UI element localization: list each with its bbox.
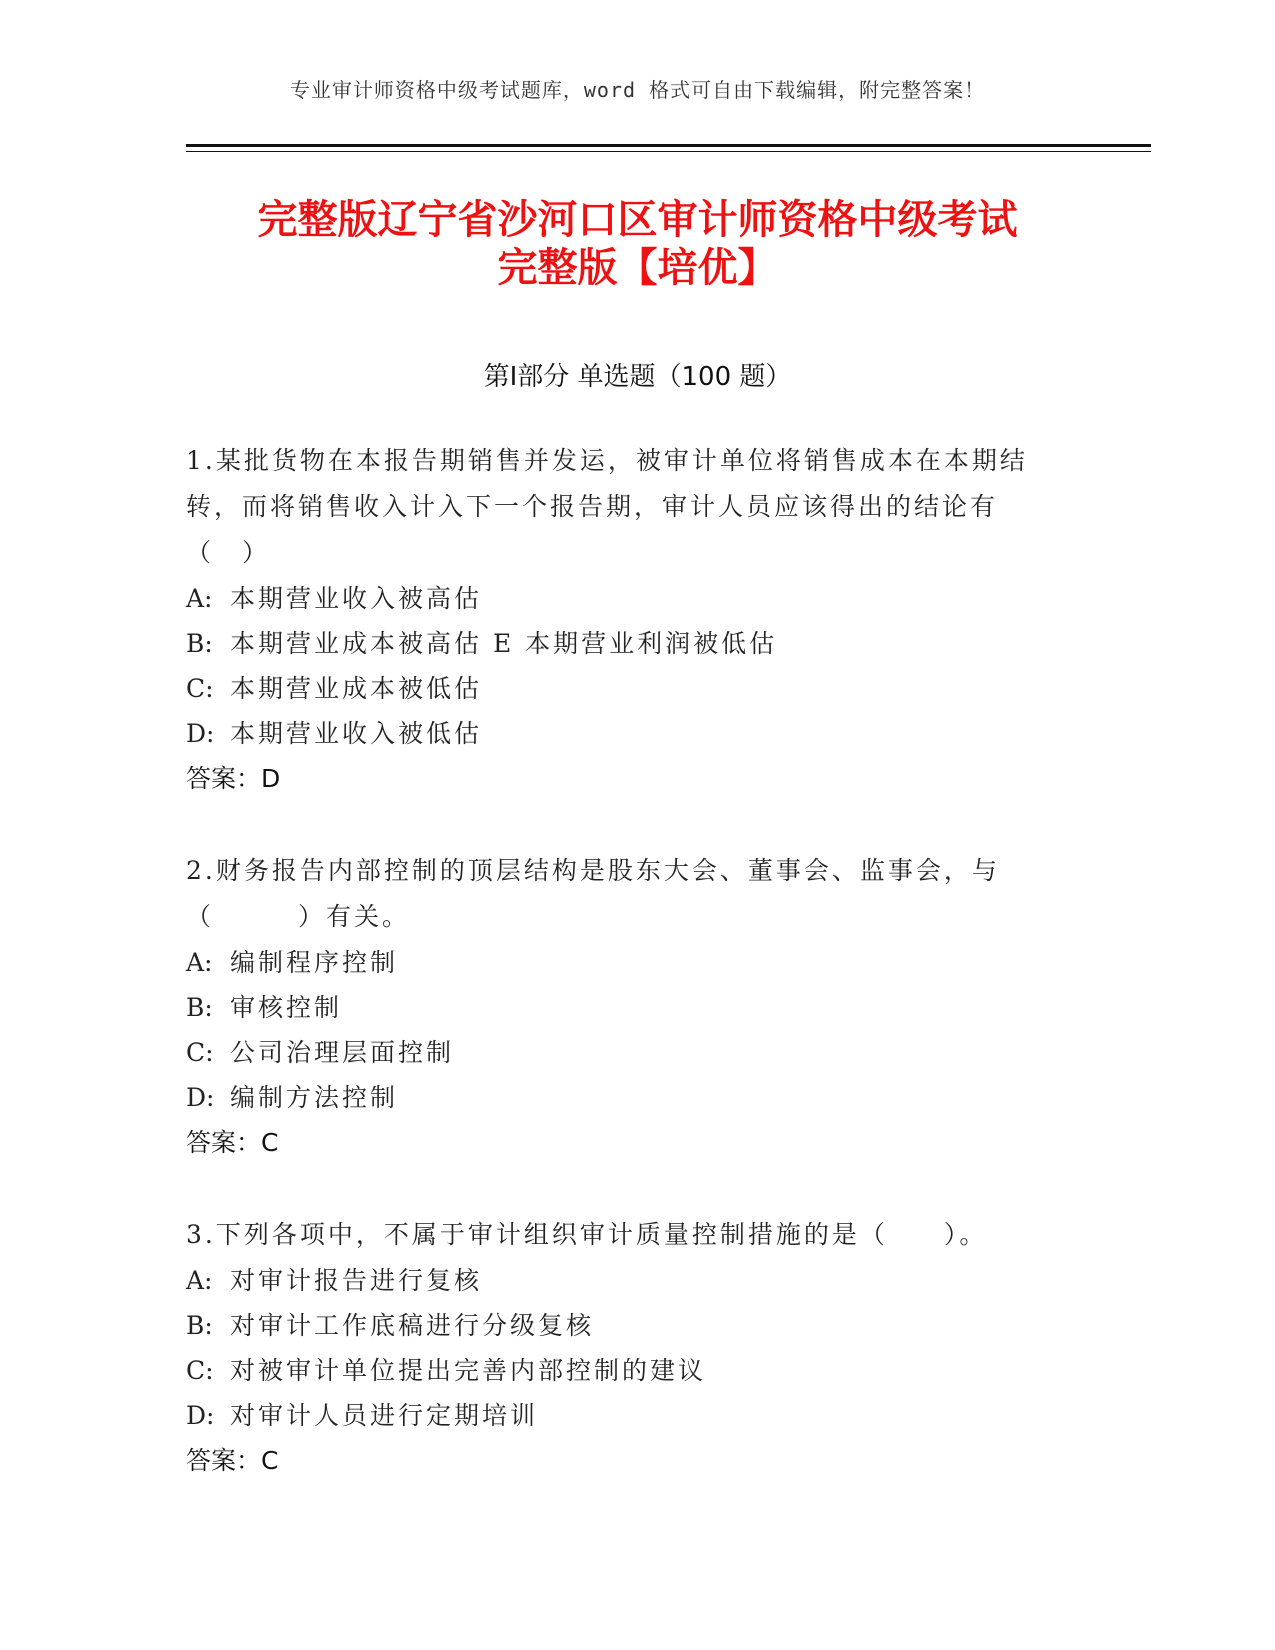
option-letter: B: [186,1311,213,1340]
option-letter: C: [186,674,214,703]
option-letter: B: [186,629,213,658]
option-letter: C: [186,1356,214,1385]
option-letter: A: [186,948,213,977]
header-note: 专业审计师资格中级考试题库，word 格式可自由下载编辑，附完整答案！ [289,78,986,102]
option-text: 对审计工作底稿进行分级复核 [230,1311,595,1340]
option-a [186,940,1066,985]
option-d [186,1075,1066,1120]
option-text: 本期营业成本被高估 E 本期营业利润被低估 [230,629,778,658]
option-a [186,576,1066,621]
document-title-line-2: 完整版【培优】 [497,245,778,291]
option-text: 编制程序控制 [230,948,399,977]
header-divider-thick [186,144,1151,147]
question-stem: 3.下列各项中，不属于审计组织审计质量控制措施的是（ ）。 [186,1220,988,1249]
question-stem: 1.某批货物在本报告期销售并发运，被审计单位将销售成本在本期结转，而将销售收入计入下一个报告期，审计人员应该得出的结论有（ ） [186,446,1028,567]
answer: 答案：C [186,1128,279,1157]
option-letter: A: [186,1266,213,1295]
header-divider-thin [186,151,1151,152]
option-text: 对审计报告进行复核 [230,1266,483,1295]
question-1 [186,438,1066,802]
answer: 答案：C [186,1446,279,1475]
option-letter: B: [186,993,213,1022]
option-letter: D: [186,1401,215,1430]
option-text: 本期营业收入被高估 [230,584,483,613]
option-text: 对被审计单位提出完善内部控制的建议 [230,1356,707,1385]
option-b [186,985,1066,1030]
document-title [150,196,1125,292]
option-text: 本期营业收入被低估 [230,719,483,748]
option-d [186,711,1066,756]
option-b [186,621,1066,666]
option-text: 对审计人员进行定期培训 [230,1401,539,1430]
option-text: 本期营业成本被低估 [230,674,483,703]
option-b [186,1303,1066,1348]
question-2 [186,848,1066,1166]
question-stem: 2.财务报告内部控制的顶层结构是股东大会、董事会、监事会，与（ ）有关。 [186,856,1000,931]
option-letter: C: [186,1038,214,1067]
option-c [186,666,1066,711]
option-text: 审核控制 [230,993,343,1022]
question-list [186,438,1066,1530]
option-text: 编制方法控制 [230,1083,399,1112]
option-letter: A: [186,584,213,613]
option-letter: D: [186,1083,215,1112]
option-c [186,1030,1066,1075]
answer: 答案：D [186,764,281,793]
document-title-line-1: 完整版辽宁省沙河口区审计师资格中级考试 [257,197,1018,243]
option-text: 公司治理层面控制 [230,1038,455,1067]
question-3 [186,1212,1066,1484]
option-letter: D: [186,719,215,748]
section-heading: 第Ⅰ部分 单选题（100 题） [483,362,792,392]
option-c [186,1348,1066,1393]
option-a [186,1258,1066,1303]
option-d [186,1393,1066,1438]
